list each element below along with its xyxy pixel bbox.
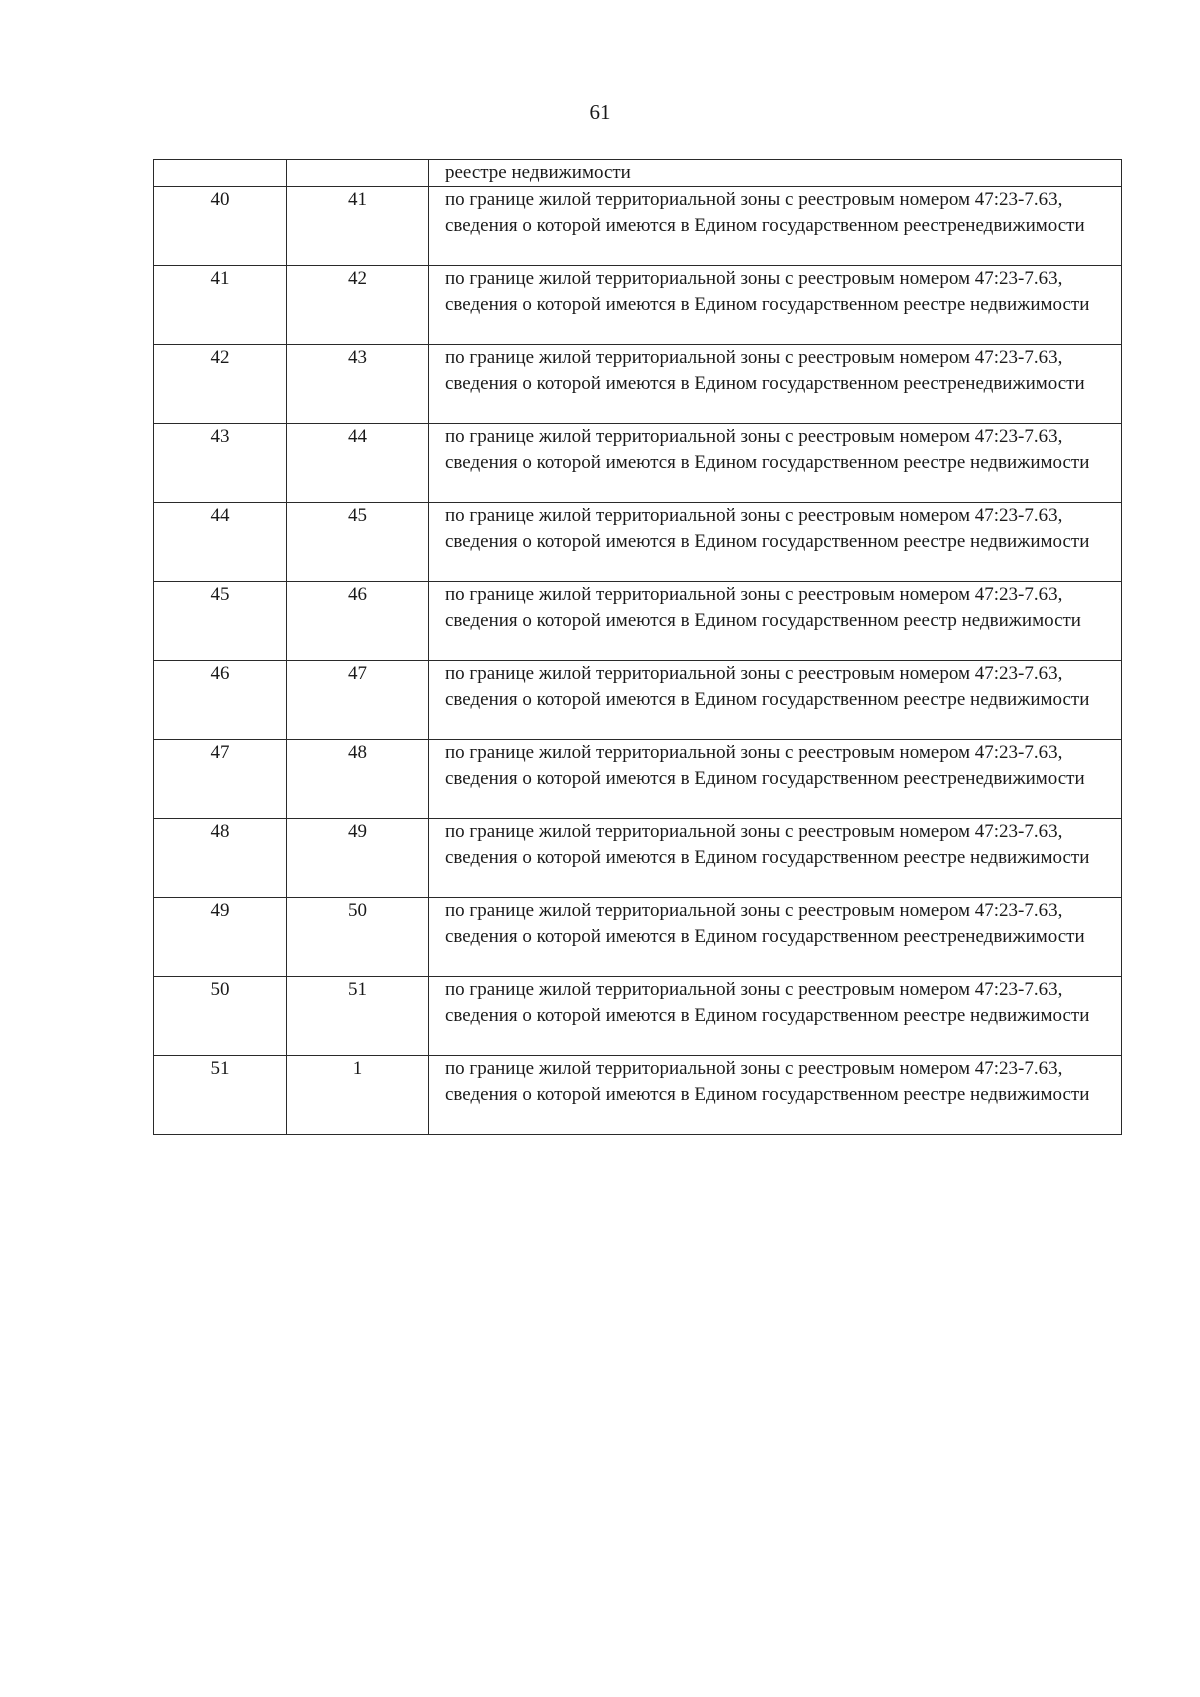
cell-description: по границе жилой территориальной зоны с реестровым номером 47:23-7.63, сведения о которой имеются в Едином государственном реестре недвижимости [429, 977, 1122, 1056]
cell-description: реестре недвижимости [429, 160, 1122, 187]
cell-from: 44 [154, 503, 287, 582]
cell-to: 42 [287, 266, 429, 345]
table-row [154, 898, 1122, 977]
table-row [154, 187, 1122, 266]
cell-from: 48 [154, 819, 287, 898]
table-row [154, 582, 1122, 661]
table-row [154, 661, 1122, 740]
cell-description: по границе жилой территориальной зоны с реестровым номером 47:23-7.63, сведения о которой имеются в Едином государственном реестре недвижимости [429, 661, 1122, 740]
cell-description: по границе жилой территориальной зоны с реестровым номером 47:23-7.63, сведения о которой имеются в Едином государственном реестренедвижимости [429, 740, 1122, 819]
cell-from: 45 [154, 582, 287, 661]
cell-from: 46 [154, 661, 287, 740]
cell-to: 41 [287, 187, 429, 266]
cell-from: 42 [154, 345, 287, 424]
table-row [154, 503, 1122, 582]
cell-to: 50 [287, 898, 429, 977]
table-row [154, 740, 1122, 819]
table-row [154, 345, 1122, 424]
cell-to: 46 [287, 582, 429, 661]
cell-to: 45 [287, 503, 429, 582]
table-row [154, 977, 1122, 1056]
cell-description: по границе жилой территориальной зоны с реестровым номером 47:23-7.63, сведения о которой имеются в Едином государственном реестр недвижимости [429, 582, 1122, 661]
cell-to: 43 [287, 345, 429, 424]
cell-description: по границе жилой территориальной зоны с реестровым номером 47:23-7.63, сведения о которой имеются в Едином государственном реестре недвижимости [429, 503, 1122, 582]
cell-from: 47 [154, 740, 287, 819]
cell-from: 50 [154, 977, 287, 1056]
table-body [154, 160, 1122, 1135]
cell-to: 1 [287, 1056, 429, 1135]
table-row [154, 819, 1122, 898]
cell-description: по границе жилой территориальной зоны с реестровым номером 47:23-7.63, сведения о которой имеются в Едином государственном реестре недвижимости [429, 819, 1122, 898]
table-row [154, 266, 1122, 345]
cell-description: по границе жилой территориальной зоны с реестровым номером 47:23-7.63, сведения о которой имеются в Едином государственном реестре недвижимости [429, 424, 1122, 503]
cell-from: 49 [154, 898, 287, 977]
cell-to: 48 [287, 740, 429, 819]
boundary-table [153, 159, 1122, 1135]
cell-to: 44 [287, 424, 429, 503]
cell-to: 49 [287, 819, 429, 898]
cell-from: 51 [154, 1056, 287, 1135]
cell-to [287, 160, 429, 187]
table-row-continuation [154, 160, 1122, 187]
cell-to: 47 [287, 661, 429, 740]
cell-description: по границе жилой территориальной зоны с реестровым номером 47:23-7.63, сведения о которой имеются в Едином государственном реестре недвижимости [429, 1056, 1122, 1135]
cell-from [154, 160, 287, 187]
cell-to: 51 [287, 977, 429, 1056]
cell-description: по границе жилой территориальной зоны с реестровым номером 47:23-7.63, сведения о которой имеются в Едином государственном реестренедвижимости [429, 187, 1122, 266]
cell-description: по границе жилой территориальной зоны с реестровым номером 47:23-7.63, сведения о которой имеются в Едином государственном реестре недвижимости [429, 266, 1122, 345]
cell-description: по границе жилой территориальной зоны с реестровым номером 47:23-7.63, сведения о которой имеются в Едином государственном реестренедвижимости [429, 345, 1122, 424]
cell-from: 43 [154, 424, 287, 503]
table-row [154, 1056, 1122, 1135]
table-row [154, 424, 1122, 503]
page-number: 61 [589, 100, 611, 124]
cell-description: по границе жилой территориальной зоны с реестровым номером 47:23-7.63, сведения о которой имеются в Едином государственном реестренедвижимости [429, 898, 1122, 977]
cell-from: 41 [154, 266, 287, 345]
cell-from: 40 [154, 187, 287, 266]
